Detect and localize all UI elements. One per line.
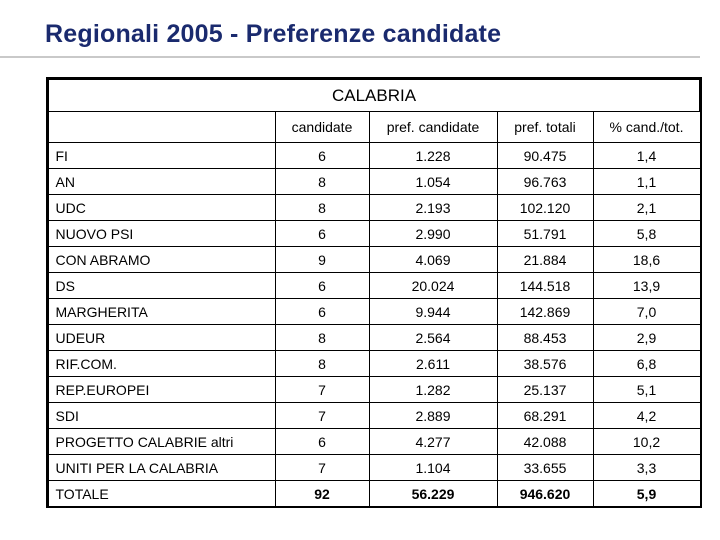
pct-cell: 18,6 (593, 247, 700, 273)
party-cell: UNITI PER LA CALABRIA (48, 455, 275, 481)
party-cell: AN (48, 169, 275, 195)
header-pct: % cand./tot. (593, 112, 700, 143)
pref-totali-cell: 21.884 (497, 247, 593, 273)
pct-cell: 6,8 (593, 351, 700, 377)
pct-cell: 7,0 (593, 299, 700, 325)
pct-cell: 1,1 (593, 169, 700, 195)
pref-candidate-cell: 2.193 (369, 195, 497, 221)
header-candidate: candidate (275, 112, 369, 143)
header-pref-candidate: pref. candidate (369, 112, 497, 143)
table-row (48, 247, 700, 273)
party-cell: TOTALE (48, 481, 275, 507)
candidate-count-cell: 8 (275, 351, 369, 377)
table-row (48, 273, 700, 299)
pref-totali-cell: 42.088 (497, 429, 593, 455)
candidate-count-cell: 92 (275, 481, 369, 507)
pct-cell: 13,9 (593, 273, 700, 299)
pref-candidate-cell: 9.944 (369, 299, 497, 325)
pref-candidate-cell: 2.889 (369, 403, 497, 429)
table-row (48, 429, 700, 455)
pref-candidate-cell: 2.611 (369, 351, 497, 377)
pref-candidate-cell: 2.564 (369, 325, 497, 351)
pref-candidate-cell: 4.069 (369, 247, 497, 273)
party-cell: NUOVO PSI (48, 221, 275, 247)
region-header-row (48, 79, 700, 112)
candidate-count-cell: 7 (275, 377, 369, 403)
candidate-count-cell: 8 (275, 169, 369, 195)
party-cell: UDC (48, 195, 275, 221)
party-cell: MARGHERITA (48, 299, 275, 325)
pct-cell: 5,9 (593, 481, 700, 507)
table-row (48, 403, 700, 429)
region-name: CALABRIA (48, 79, 700, 112)
header-party (48, 112, 275, 143)
pref-candidate-cell: 1.228 (369, 143, 497, 169)
table-row (48, 377, 700, 403)
pref-totali-cell: 51.791 (497, 221, 593, 247)
pct-cell: 3,3 (593, 455, 700, 481)
pref-totali-cell: 96.763 (497, 169, 593, 195)
party-cell: DS (48, 273, 275, 299)
table-row (48, 299, 700, 325)
title-divider (0, 56, 700, 58)
party-cell: FI (48, 143, 275, 169)
candidate-count-cell: 6 (275, 221, 369, 247)
party-cell: UDEUR (48, 325, 275, 351)
pref-totali-cell: 142.869 (497, 299, 593, 325)
pref-candidate-cell: 20.024 (369, 273, 497, 299)
candidate-count-cell: 6 (275, 273, 369, 299)
column-header-row (48, 112, 700, 143)
pct-cell: 5,8 (593, 221, 700, 247)
page-title: Regionali 2005 - Preferenze candidate (45, 20, 502, 48)
pref-candidate-cell: 56.229 (369, 481, 497, 507)
preferences-table (47, 78, 701, 507)
candidate-count-cell: 7 (275, 403, 369, 429)
pref-candidate-cell: 2.990 (369, 221, 497, 247)
pref-candidate-cell: 4.277 (369, 429, 497, 455)
pref-candidate-cell: 1.054 (369, 169, 497, 195)
party-cell: PROGETTO CALABRIE altri (48, 429, 275, 455)
pref-totali-cell: 144.518 (497, 273, 593, 299)
pct-cell: 1,4 (593, 143, 700, 169)
pref-totali-cell: 25.137 (497, 377, 593, 403)
pref-totali-cell: 90.475 (497, 143, 593, 169)
table-row (48, 143, 700, 169)
pref-totali-cell: 68.291 (497, 403, 593, 429)
pct-cell: 4,2 (593, 403, 700, 429)
pref-totali-cell: 33.655 (497, 455, 593, 481)
candidate-count-cell: 8 (275, 325, 369, 351)
pref-candidate-cell: 1.104 (369, 455, 497, 481)
party-cell: SDI (48, 403, 275, 429)
candidate-count-cell: 8 (275, 195, 369, 221)
pref-totali-cell: 946.620 (497, 481, 593, 507)
pref-totali-cell: 88.453 (497, 325, 593, 351)
table-row (48, 169, 700, 195)
pref-totali-cell: 38.576 (497, 351, 593, 377)
candidate-count-cell: 6 (275, 429, 369, 455)
candidate-count-cell: 7 (275, 455, 369, 481)
party-cell: REP.EUROPEI (48, 377, 275, 403)
candidate-count-cell: 6 (275, 299, 369, 325)
table-row (48, 455, 700, 481)
pct-cell: 5,1 (593, 377, 700, 403)
table-row (48, 195, 700, 221)
pref-candidate-cell: 1.282 (369, 377, 497, 403)
party-cell: CON ABRAMO (48, 247, 275, 273)
table-row (48, 351, 700, 377)
table-row (48, 325, 700, 351)
pct-cell: 10,2 (593, 429, 700, 455)
candidate-count-cell: 9 (275, 247, 369, 273)
table-row (48, 221, 700, 247)
pct-cell: 2,9 (593, 325, 700, 351)
total-row (48, 481, 700, 507)
header-pref-totali: pref. totali (497, 112, 593, 143)
pct-cell: 2,1 (593, 195, 700, 221)
pref-totali-cell: 102.120 (497, 195, 593, 221)
party-cell: RIF.COM. (48, 351, 275, 377)
candidate-count-cell: 6 (275, 143, 369, 169)
